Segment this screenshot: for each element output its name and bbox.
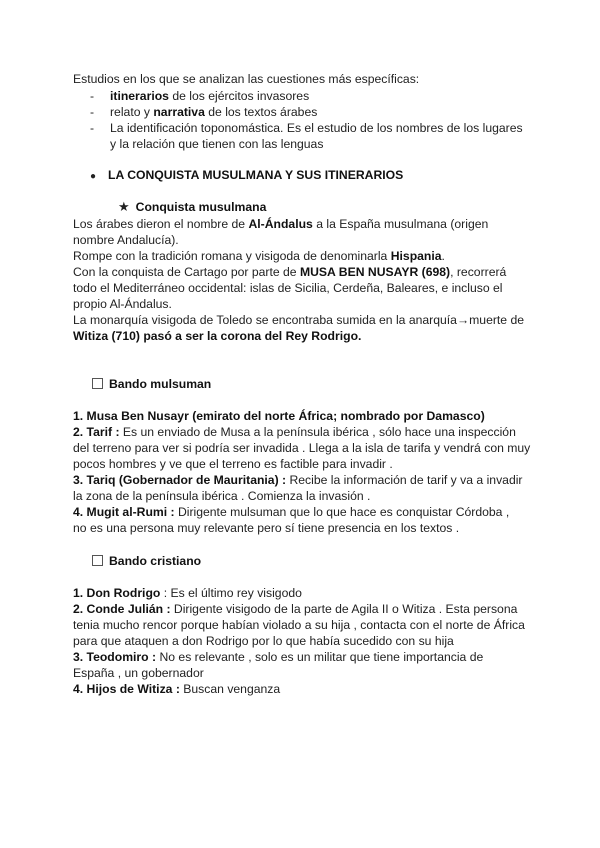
list-item: 3. Teodomiro : No es relevante , solo es un militar que tiene importancia de	[73, 650, 484, 664]
list-item-continuation: para que ataquen a don Rodrigo por lo que había sucedido con su hija	[73, 634, 454, 648]
paragraph: La monarquía visigoda de Toledo se encontraba sumida en la anarquía→muerte de	[73, 313, 525, 327]
bullet-icon: ●	[90, 171, 97, 182]
bando-cristiano-heading: Bando cristiano	[92, 553, 201, 569]
list-item: 2. Conde Julián : Dirigente visigodo de la parte de Agila II o Witiza . Esta persona	[73, 602, 518, 616]
intro-heading: Estudios en los que se analizan las cuestiones más específicas:	[73, 72, 420, 86]
list-item: - itinerarios de los ejércitos invasores	[90, 89, 310, 103]
list-item: 4. Hijos de Witiza : Buscan venganza	[73, 682, 281, 696]
paragraph-line: todo el Mediterráneo occidental: islas de Sicilia, Cerdeña, Baleares, e incluso el	[73, 281, 503, 295]
paragraph: Rompe con la tradición romana y visigoda de denominarla Hispania.	[73, 249, 445, 263]
list-item-continuation: no es una persona muy relevante pero sí tiene presencia en los textos .	[73, 521, 460, 535]
checkbox-icon	[92, 555, 103, 566]
list-item-continuation: pocos hombres y ve que el terreno es factible para invadir .	[73, 457, 393, 471]
list-item: - La identificación toponomástica. Es el estudio de los nombres de los lugares	[90, 121, 523, 135]
conquista-heading: ★ Conquista musulmana	[118, 199, 267, 214]
list-item-continuation: España , un gobernador	[73, 666, 204, 680]
section-title: ● LA CONQUISTA MUSULMANA Y SUS ITINERARIOS	[90, 167, 403, 185]
checkbox-icon	[92, 378, 103, 389]
star-icon: ★	[118, 199, 130, 214]
list-item-continuation: del terreno para ver si podría ser invadida . Llega a la isla de tarifa y vendrá con muy	[73, 441, 531, 455]
bando-musulman-heading: Bando mulsuman	[92, 376, 211, 392]
list-item-continuation: y la relación que tienen con las lenguas	[110, 137, 324, 151]
paragraph: Con la conquista de Cartago por parte de MUSA BEN NUSAYR (698), recorrerá	[73, 265, 507, 279]
list-item: 2. Tarif : Es un enviado de Musa a la península ibérica , sólo hace una inspección	[73, 425, 516, 439]
list-item: 3. Tariq (Gobernador de Mauritania) : Recibe la información de tarif y va a invadir	[73, 473, 523, 487]
list-item-continuation: tenia mucho rencor porque habían violado a su hija , contacta con el norte de África	[73, 618, 525, 632]
list-item: 4. Mugit al-Rumi : Dirigente mulsuman que lo que hace es conquistar Córdoba ,	[73, 505, 510, 519]
list-item: 1. Don Rodrigo : Es el último rey visigodo	[73, 586, 302, 600]
list-item: 1. Musa Ben Nusayr (emirato del norte África; nombrado por Damasco)	[73, 409, 485, 423]
paragraph-line: Witiza (710) pasó a ser la corona del Rey Rodrigo.	[73, 329, 362, 343]
paragraph-line: nombre Andalucía).	[73, 233, 179, 247]
list-item: - relato y narrativa de los textos árabes	[90, 105, 318, 119]
paragraph-line: propio Al-Ándalus.	[73, 297, 172, 311]
paragraph: Los árabes dieron el nombre de Al-Ándalus a la España musulmana (origen	[73, 217, 489, 231]
list-item-continuation: la zona de la península ibérica . Comienza la invasión .	[73, 489, 371, 503]
